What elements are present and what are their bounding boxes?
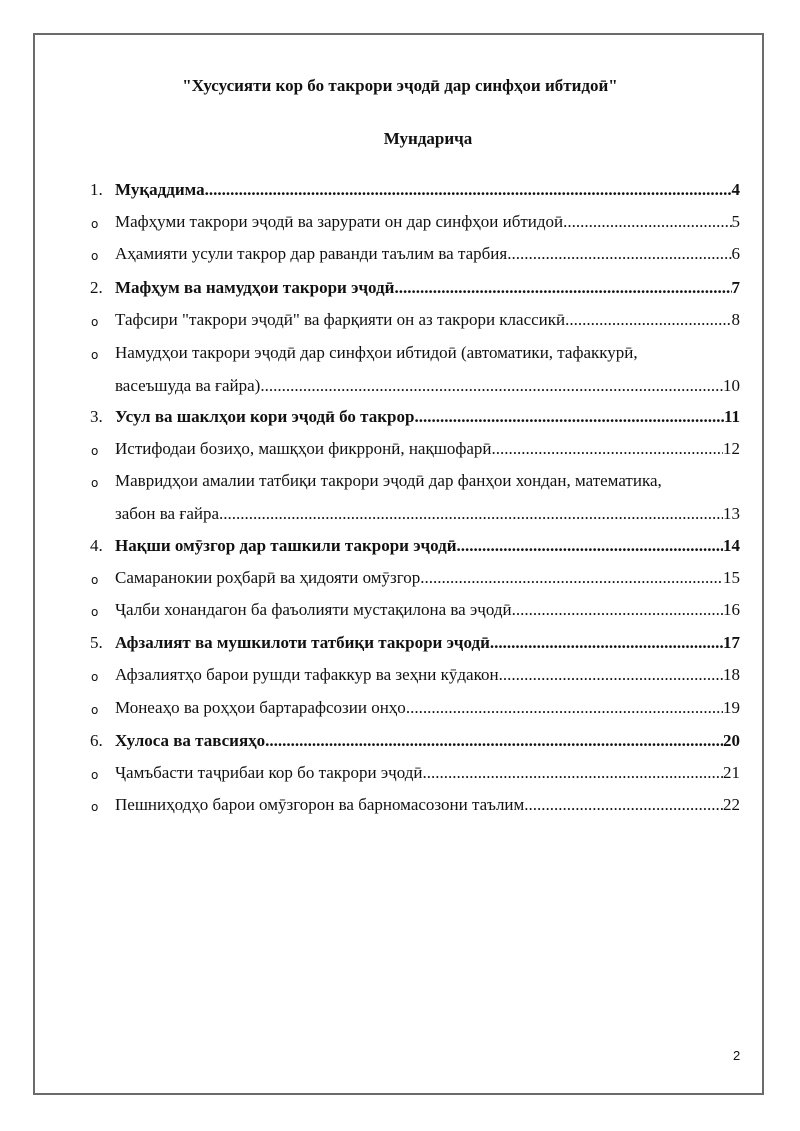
toc-entry-page: 7 xyxy=(731,278,740,297)
toc-entry-page: 21 xyxy=(723,763,740,782)
toc-entry-page: 22 xyxy=(723,795,740,814)
toc-section-entry xyxy=(0,731,800,753)
toc-subsection-entry xyxy=(0,310,800,332)
toc-entry-text-continued: забон ва ғайра xyxy=(115,504,220,523)
toc-entry-text: Ҷалби хонандагон ба фаъолияти мустақилона ва эҷодӣ xyxy=(115,600,512,619)
toc-entry-text: Афзалиятҳо барои рушди тафаккур ва зеҳни кӯдакон xyxy=(115,665,499,684)
dot-leader xyxy=(491,439,723,459)
dot-leader xyxy=(394,278,731,298)
toc-subsection-entry xyxy=(0,244,800,266)
toc-entry-text: Мавридҳои амалии татбиқи такрори эҷодӣ дар фанҳои хондан, математика, xyxy=(115,471,662,490)
dot-leader xyxy=(499,665,723,685)
toc-entry-page: 14 xyxy=(723,536,740,555)
toc-heading: Мундариҷа xyxy=(383,129,473,148)
bullet-icon: o xyxy=(91,768,99,782)
dot-leader xyxy=(490,633,723,653)
toc-subsection-entry xyxy=(0,698,800,720)
toc-section-entry xyxy=(0,407,800,429)
bullet-icon: o xyxy=(91,315,99,329)
toc-subsection-entry xyxy=(0,763,800,785)
dot-leader xyxy=(205,180,732,200)
toc-entry-number: 1. xyxy=(90,180,103,199)
toc-subsection-entry xyxy=(0,471,800,526)
toc-entry-page: 17 xyxy=(723,633,740,652)
bullet-icon: o xyxy=(91,670,99,684)
toc-entry-text: Тафсири "такрори эҷодӣ" ва фарқияти он аз такрори классикӣ xyxy=(115,310,566,329)
toc-entry-page: 6 xyxy=(731,244,740,263)
toc-entry-page: 10 xyxy=(723,376,740,395)
bullet-icon: o xyxy=(91,444,99,458)
toc-entry-page: 11 xyxy=(723,407,740,426)
bullet-icon: o xyxy=(91,476,99,490)
toc-entry-page: 4 xyxy=(731,180,740,199)
toc-entry-page: 18 xyxy=(723,665,740,684)
toc-entry-number: 5. xyxy=(90,633,103,652)
toc-section-entry xyxy=(0,633,800,655)
toc-entry-page: 5 xyxy=(731,212,740,231)
dot-leader xyxy=(265,731,723,751)
toc-entry-text: Самаранокии роҳбарӣ ва ҳидояти омӯзгор xyxy=(115,568,421,587)
dot-leader xyxy=(414,407,724,427)
toc-entry-text: Аҳамияти усули такрор дар раванди таълим ва тарбия xyxy=(115,244,508,263)
toc-subsection-entry xyxy=(0,795,800,817)
dot-leader xyxy=(406,698,723,718)
dot-leader xyxy=(524,795,723,815)
toc-entry-text: Мафҳум ва намудҳои такрори эҷодӣ xyxy=(115,278,395,297)
toc-entry-text: Хулоса ва тавсияҳо xyxy=(115,731,266,750)
dot-leader xyxy=(563,212,731,232)
toc-entry-text: Ҷамъбасти таҷрибаи кор бо такрори эҷодӣ xyxy=(115,763,423,782)
toc-entry-text: Мафҳуми такрори эҷодӣ ва зарурати он дар синфҳои ибтидоӣ xyxy=(115,212,564,231)
bullet-icon: o xyxy=(91,348,99,362)
toc-entry-text: Усул ва шаклҳои кори эҷодӣ бо такрор xyxy=(115,407,415,426)
document-title: "Хусусияти кор бо такрори эҷодӣ дар синфҳои ибтидоӣ" xyxy=(182,76,618,95)
dot-leader xyxy=(512,600,723,620)
dot-leader xyxy=(565,310,731,330)
dot-leader xyxy=(457,536,723,556)
toc-subsection-entry xyxy=(0,665,800,687)
toc-entry-page: 19 xyxy=(723,698,740,717)
toc-subsection-entry xyxy=(0,439,800,461)
bullet-icon: o xyxy=(91,249,99,263)
toc-entry-text-continued: васеъшуда ва ғайра) xyxy=(115,376,261,395)
toc-entry-page: 16 xyxy=(723,600,740,619)
bullet-icon: o xyxy=(91,573,99,587)
toc-section-entry xyxy=(0,536,800,558)
dot-leader xyxy=(507,244,731,264)
toc-entry-page: 15 xyxy=(723,568,740,587)
toc-entry-text: Нақши омӯзгор дар ташкили такрори эҷодӣ xyxy=(115,536,457,555)
toc-entry-text: Истифодаи бозиҳо, машқҳои фикрронӣ, нақшофарӣ xyxy=(115,439,492,458)
toc-subsection-entry xyxy=(0,600,800,622)
toc-entry-number: 2. xyxy=(90,278,103,297)
dot-leader xyxy=(422,763,723,783)
toc-entry-page: 20 xyxy=(723,731,740,750)
toc-entry-text: Пешниҳодҳо барои омӯзгорон ва барномасозони таълим xyxy=(115,795,525,814)
page-number: 2 xyxy=(733,1048,741,1063)
bullet-icon: o xyxy=(91,703,99,717)
dot-leader xyxy=(260,376,723,396)
toc-entry-number: 3. xyxy=(90,407,103,426)
toc-entry-number: 6. xyxy=(90,731,103,750)
bullet-icon: o xyxy=(91,800,99,814)
toc-section-entry xyxy=(0,278,800,300)
toc-entry-page: 12 xyxy=(723,439,740,458)
toc-entry-page: 13 xyxy=(723,504,740,523)
dot-leader xyxy=(420,568,723,588)
toc-entry-page: 8 xyxy=(731,310,740,329)
bullet-icon: o xyxy=(91,217,99,231)
toc-entry-text: Намудҳои такрори эҷодӣ дар синфҳои ибтидоӣ (автоматики, тафаккурӣ, xyxy=(115,343,638,362)
toc-entry-number: 4. xyxy=(90,536,103,555)
toc-subsection-entry xyxy=(0,212,800,234)
toc-section-entry xyxy=(0,180,800,202)
toc-subsection-entry xyxy=(0,568,800,590)
toc-subsection-entry xyxy=(0,343,800,398)
toc-entry-text: Муқаддима xyxy=(115,180,205,199)
dot-leader xyxy=(219,504,723,524)
bullet-icon: o xyxy=(91,605,99,619)
toc-entry-text: Монеаҳо ва роҳҳои бартарафсозии онҳо xyxy=(115,698,406,717)
toc-entry-text: Афзалият ва мушкилоти татбиқи такрори эҷодӣ xyxy=(115,633,490,652)
